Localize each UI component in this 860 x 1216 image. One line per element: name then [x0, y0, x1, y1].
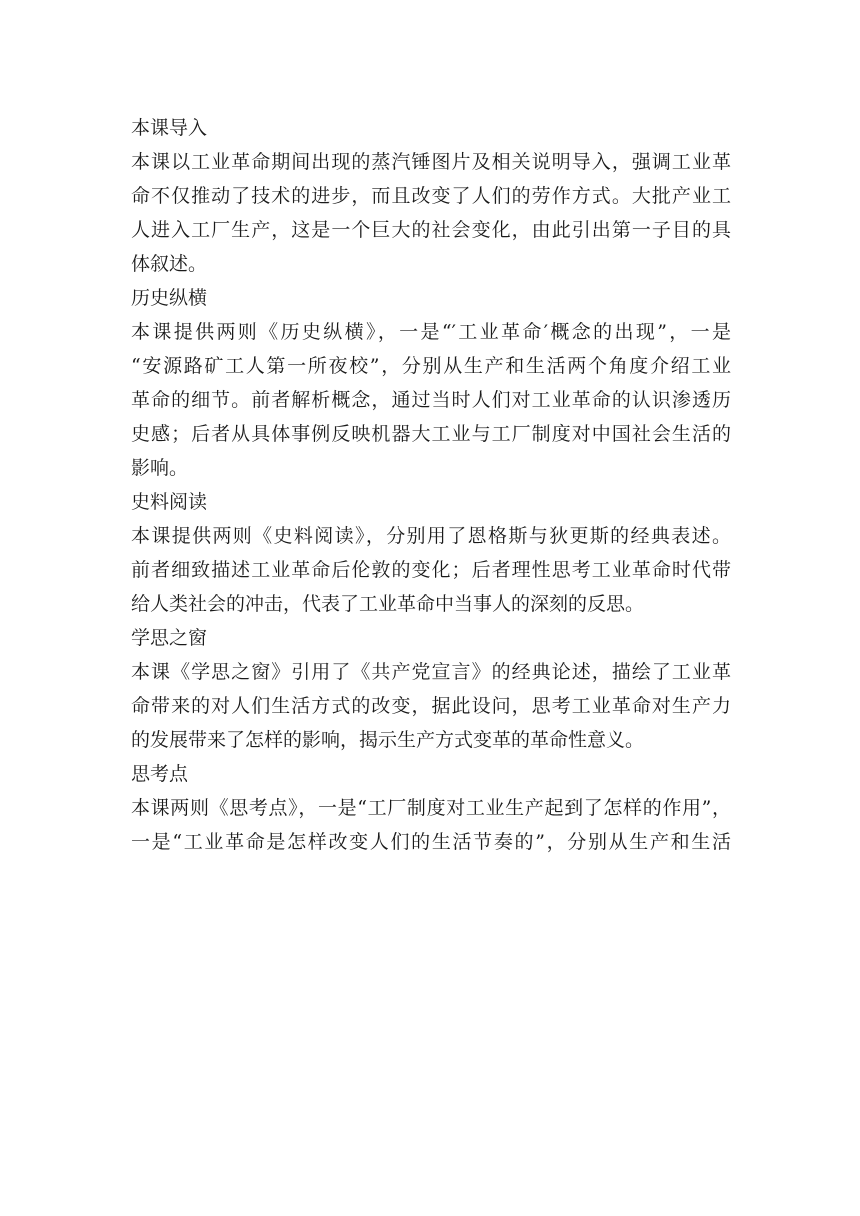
paragraph-line: 本课以工业革命期间出现的蒸汽锤图片及相关说明导入，强调工业革 [131, 151, 731, 173]
paragraph-line: “安源路矿工人第一所夜校”，分别从生产和生活两个角度介绍工业 [131, 355, 731, 377]
paragraph-line: 给人类社会的冲击，代表了工业革命中当事人的深刻的反思。 [131, 593, 645, 615]
document-page [131, 111, 731, 859]
section-heading: 历史纵横 [131, 287, 208, 309]
paragraph-line: 人进入工厂生产，这是一个巨大的社会变化，由此引出第一子目的具 [131, 219, 731, 241]
section-heading: 思考点 [131, 763, 189, 785]
paragraph-line: 影响。 [131, 457, 189, 479]
paragraph-line: 本课两则《思考点》，一是“工厂制度对工业生产起到了怎样的作用”， [131, 797, 731, 819]
paragraph-line: 命不仅推动了技术的进步，而且改变了人们的劳作方式。大批产业工 [131, 185, 731, 207]
section-thinking-window [131, 621, 731, 757]
paragraph-line: 一是“工业革命是怎样改变人们的生活节奏的”，分别从生产和生活 [131, 831, 731, 853]
paragraph-line: 的发展带来了怎样的影响，揭示生产方式变革的革命性意义。 [131, 729, 645, 751]
section-heading: 学思之窗 [131, 627, 208, 649]
paragraph-line: 前者细致描述工业革命后伦敦的变化；后者理性思考工业革命时代带 [131, 559, 731, 581]
paragraph-line: 本课提供两则《历史纵横》，一是“′工业革命′概念的出现”，一是 [131, 321, 731, 343]
paragraph-line: 革命的细节。前者解析概念，通过当时人们对工业革命的认识渗透历 [131, 389, 731, 411]
paragraph-line: 本课提供两则《史料阅读》，分别用了恩格斯与狄更斯的经典表述。 [131, 525, 731, 547]
paragraph-line: 命带来的对人们生活方式的改变，据此设问，思考工业革命对生产力 [131, 695, 731, 717]
section-heading: 史料阅读 [131, 491, 208, 513]
section-thinking-points [131, 757, 731, 859]
section-introduction [131, 111, 731, 281]
section-source-reading [131, 485, 731, 621]
section-heading: 本课导入 [131, 117, 208, 139]
paragraph-line: 本课《学思之窗》引用了《共产党宣言》的经典论述，描绘了工业革 [131, 661, 731, 683]
paragraph-line: 史感；后者从具体事例反映机器大工业与工厂制度对中国社会生活的 [131, 423, 731, 445]
paragraph-line: 体叙述。 [131, 253, 208, 275]
section-history [131, 281, 731, 485]
